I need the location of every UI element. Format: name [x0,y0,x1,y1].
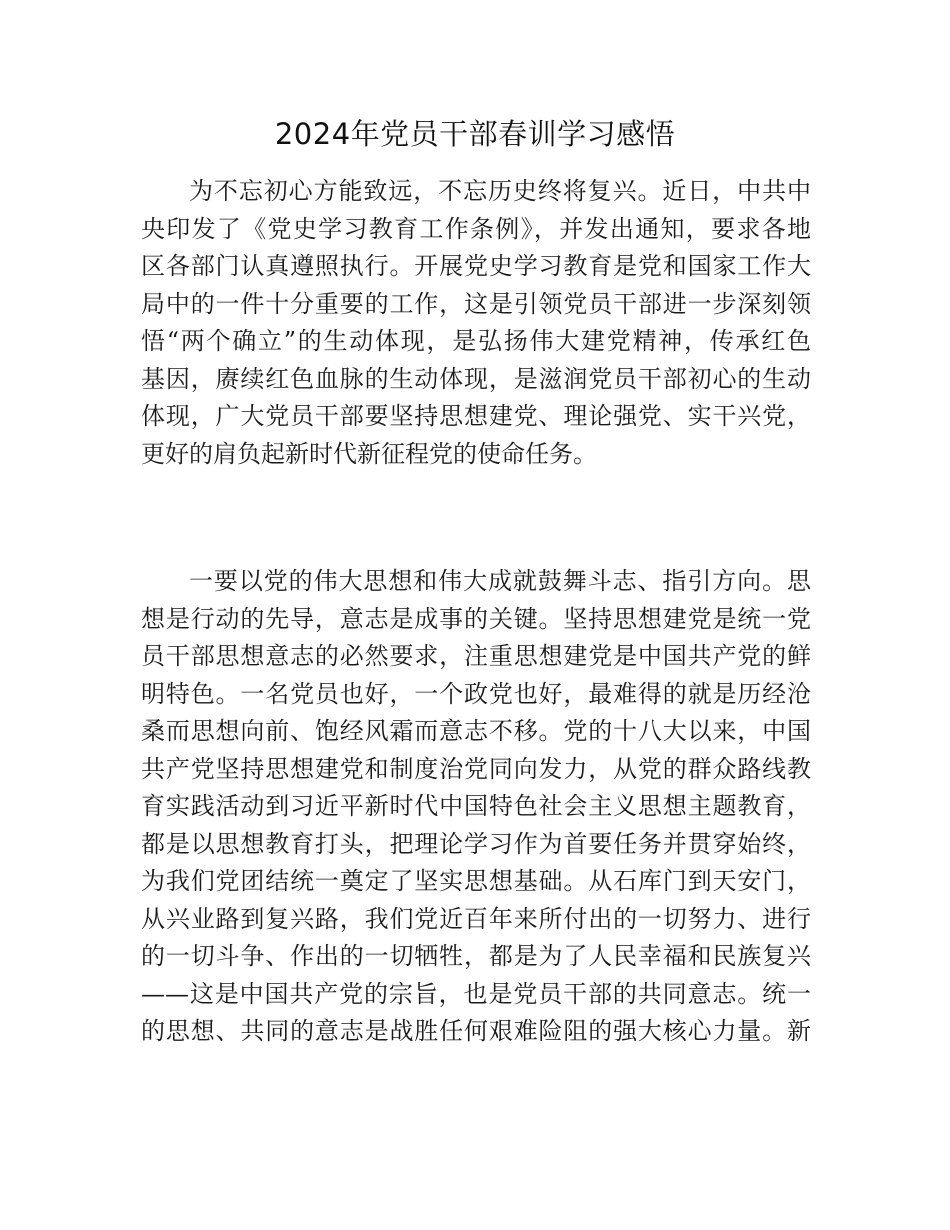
paragraph-line: 员干部思想意志的必然要求，注重思想建党是中国共产党的鲜 [141,642,811,670]
paragraph-line: 局中的一件十分重要的工作，这是引领党员干部进一步深刻领 [141,289,811,318]
paragraph-line: 从兴业路到复兴路，我们党近百年来所付出的一切努力、进行 [141,904,811,933]
paragraph-line: 更好的肩负起新时代新征程党的使命任务。 [141,439,597,468]
paragraph-line: 区各部门认真遵照执行。开展党史学习教育是党和国家工作大 [141,252,811,280]
paragraph-line: 明特色。一名党员也好，一个政党也好，最难得的就是历经沧 [141,679,811,708]
document-title: 2024年党员干部春训学习感悟 [274,117,676,151]
paragraph-line: 想是行动的先导，意志是成事的关键。坚持思想建党是统一党 [141,604,811,633]
paragraph-line: 体现，广大党员干部要坚持思想建党、理论强党、实干兴党， [141,402,811,430]
paragraph-line: 共产党坚持思想建党和制度治党同向发力，从党的群众路线教 [141,754,811,783]
paragraph-line: 为我们党团结统一奠定了坚实思想基础。从石库门到天安门， [141,867,811,895]
paragraph-line: 一要以党的伟大思想和伟大成就鼓舞斗志、指引方向。思 [189,567,811,595]
paragraph-line: 为不忘初心方能致远，不忘历史终将复兴。近日，中共中 [189,177,811,205]
paragraph-line: 育实践活动到习近平新时代中国特色社会主义思想主题教育， [141,792,811,820]
paragraph-line: 的一切斗争、作出的一切牺牲，都是为了人民幸福和民族复兴 [141,942,811,970]
paragraph-line: 都是以思想教育打头，把理论学习作为首要任务并贯穿始终， [141,829,811,858]
paragraph-line: 央印发了《党史学习教育工作条例》，并发出通知，要求各地 [141,214,811,243]
paragraph-line: 基因，赓续红色血脉的生动体现，是滋润党员干部初心的生动 [141,364,811,393]
paragraph-line: ——这是中国共产党的宗旨，也是党员干部的共同意志。统一 [141,979,811,1008]
paragraph-intro [141,173,811,473]
paragraph-line: 悟“两个确立”的生动体现，是弘扬伟大建党精神，传承红色 [141,327,811,355]
paragraph-line: 的思想、共同的意志是战胜任何艰难险阻的强大核心力量。新 [141,1017,811,1045]
paragraph-point-one [141,563,811,1051]
paragraph-line: 桑而思想向前、饱经风霜而意志不移。党的十八大以来，中国 [141,717,811,745]
